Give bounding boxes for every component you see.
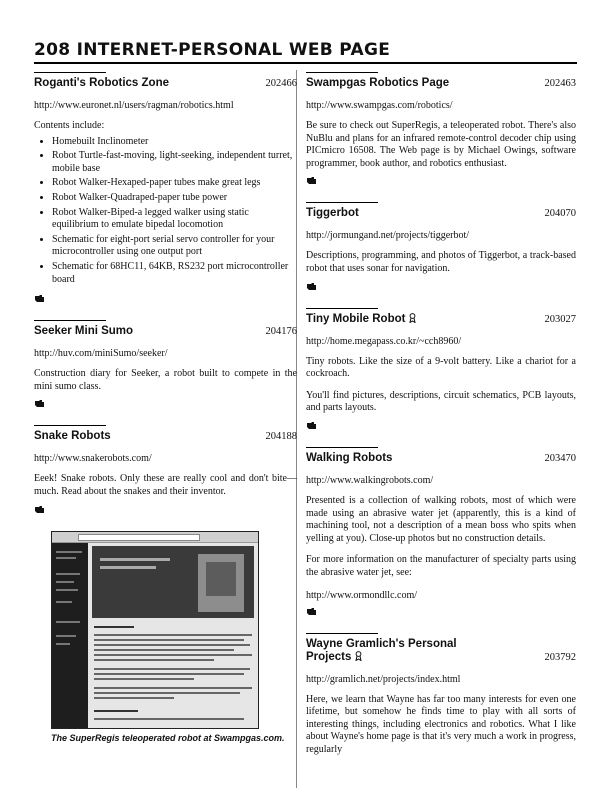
entry-text: Here, we learn that Wayne has far too many interests for even one lifetime, but somehow he finds time to play with all sorts of interesting things, including electronics and robotics. What I like about Wayne's home page is that it's very much a work in progress, regularly [306, 693, 576, 755]
entry-title: Seeker Mini Sumo [34, 325, 134, 338]
figure-caption: The SuperRegis teleoperated robot at Swampgas.com. [51, 732, 285, 743]
site-sidebar [52, 543, 88, 728]
entry-number: 203470 [544, 452, 576, 464]
entry-url[interactable]: http://jormungand.net/projects/tiggerbot/ [306, 230, 470, 242]
entry-url[interactable]: http://gramlich.net/projects/index.html [306, 673, 461, 685]
entry-rule [34, 72, 106, 73]
list-item: • Robot Walker-Quadraped-paper tube power [52, 192, 297, 205]
award-ribbon-icon [355, 651, 362, 661]
entry-title-text: Tiny Mobile Robot [306, 312, 406, 325]
entry-url[interactable]: http://www.swampgas.com/robotics/ [306, 100, 453, 111]
entry-title-line2: Projects [306, 650, 352, 663]
entry-title [306, 313, 416, 326]
entry-intro: Contents include: [34, 120, 105, 131]
award-ribbon-icon [409, 313, 416, 323]
entry-text: Be sure to check out SuperRegis, a teleoperated robot. There's also NuBlu and plans for an infrared remote-control decoder chip using PICmicro 16508. The Web page is by Michael Owings, software programmer, book author, and robotics enthusiast. [306, 120, 576, 169]
section-title: INTERNET-PERSONAL WEB PAGE [76, 40, 391, 60]
pointing-hand-icon [306, 607, 316, 616]
entry-title: Tiggerbot [306, 207, 359, 220]
entry-rule [306, 72, 378, 73]
entry-title: Snake Robots [34, 430, 111, 443]
entry-number: 204070 [544, 208, 576, 220]
entry-text: Eeek! Snake robots. Only these are really cool and don't bite—much. Read about the snakes and their inventor. [34, 473, 297, 497]
entry-swampgas [306, 72, 576, 190]
page-number: 208 [34, 40, 71, 60]
entry-url[interactable]: http://home.megapass.co.kr/~cch8960/ [306, 335, 462, 347]
pointing-hand-icon [306, 176, 316, 185]
entry-rule [306, 308, 378, 309]
site-banner-photo [92, 546, 254, 618]
entry-number: 203792 [544, 651, 576, 663]
entry-snake [34, 425, 297, 518]
entry-walking-robots [306, 447, 576, 621]
contents-list [34, 136, 297, 287]
entry-rule [306, 633, 378, 634]
list-item: • Robot Walker-Biped-a legged walker using static equilibrium to emulate bipedal locomotion [52, 207, 297, 232]
entry-roganti [34, 72, 297, 308]
entry-title [306, 638, 457, 664]
entry-url[interactable]: http://www.snakerobots.com/ [34, 453, 152, 465]
entry-url[interactable]: http://www.euronet.nl/users/ragman/robotics.html [34, 100, 234, 111]
entry-rule [306, 202, 378, 203]
pointing-hand-icon [306, 282, 316, 291]
entry-text: Construction diary for Seeker, a robot built to compete in the mini sumo class. [34, 368, 297, 392]
entry-tiny-mobile-robot [306, 308, 576, 435]
header-rule [34, 62, 577, 64]
list-item: • Robot Turtle-fast-moving, light-seeking, independent turret, mobile base [52, 150, 297, 175]
entry-rule [306, 447, 378, 448]
entry-text: Presented is a collection of walking robots, most of which were made using an abrasive water jet (apparently, this is a kind of machining tool, not a description of a mean boss who spits when yelling at you). Close-up photos but no construction details. [306, 494, 576, 544]
list-item: • Homebuilt Inclinometer [52, 136, 297, 149]
website-screenshot-figure [51, 531, 259, 729]
pointing-hand-icon [306, 421, 316, 430]
pointing-hand-icon [34, 399, 44, 408]
entry-number: 204176 [265, 326, 297, 338]
entry-url-secondary[interactable]: http://www.ormondllc.com/ [306, 589, 418, 601]
running-header [34, 40, 577, 60]
entry-number: 204188 [265, 431, 297, 443]
entry-url[interactable]: http://huv.com/miniSumo/seeker/ [34, 348, 168, 360]
entry-text: You'll find pictures, descriptions, circuit schematics, PCB layouts, and parts layouts. [306, 389, 576, 414]
entry-seeker [34, 320, 297, 413]
entry-text: Descriptions, programming, and photos of Tiggerbot, a track-based robot that uses sonar for navigation. [306, 250, 576, 274]
entry-number: 203027 [544, 313, 576, 325]
address-field [78, 534, 200, 541]
pointing-hand-icon [34, 294, 44, 303]
browser-bar [52, 532, 258, 543]
entry-text: Tiny robots. Like the size of a 9-volt battery. Like a chariot for a cockroach. [306, 355, 576, 380]
entry-title: Roganti's Robotics Zone [34, 77, 169, 89]
list-item: • Robot Walker-Hexaped-paper tubes make great legs [52, 177, 297, 190]
list-item: • Schematic for eight-port serial servo controller for your microcontroller using one output port [52, 234, 297, 259]
entry-url[interactable]: http://www.walkingrobots.com/ [306, 474, 434, 486]
entry-tiggerbot [306, 202, 576, 295]
entry-title: Walking Robots [306, 451, 393, 464]
left-column [34, 72, 297, 744]
entry-title-line1: Wayne Gramlich's Personal [306, 637, 457, 650]
entry-wayne-gramlich [306, 633, 576, 757]
entry-number: 202466 [265, 78, 297, 89]
entry-number: 202463 [544, 78, 576, 89]
list-item: • Schematic for 68HC11, 64KB, RS232 port microcontroller board [52, 261, 297, 286]
entry-rule [34, 425, 106, 426]
pointing-hand-icon [34, 505, 44, 514]
entry-title: Swampgas Robotics Page [306, 77, 450, 89]
entry-text: For more information on the manufacturer of specialty parts using the abrasive water jet, see: [306, 554, 576, 578]
right-column [306, 72, 576, 768]
entry-rule [34, 320, 106, 321]
